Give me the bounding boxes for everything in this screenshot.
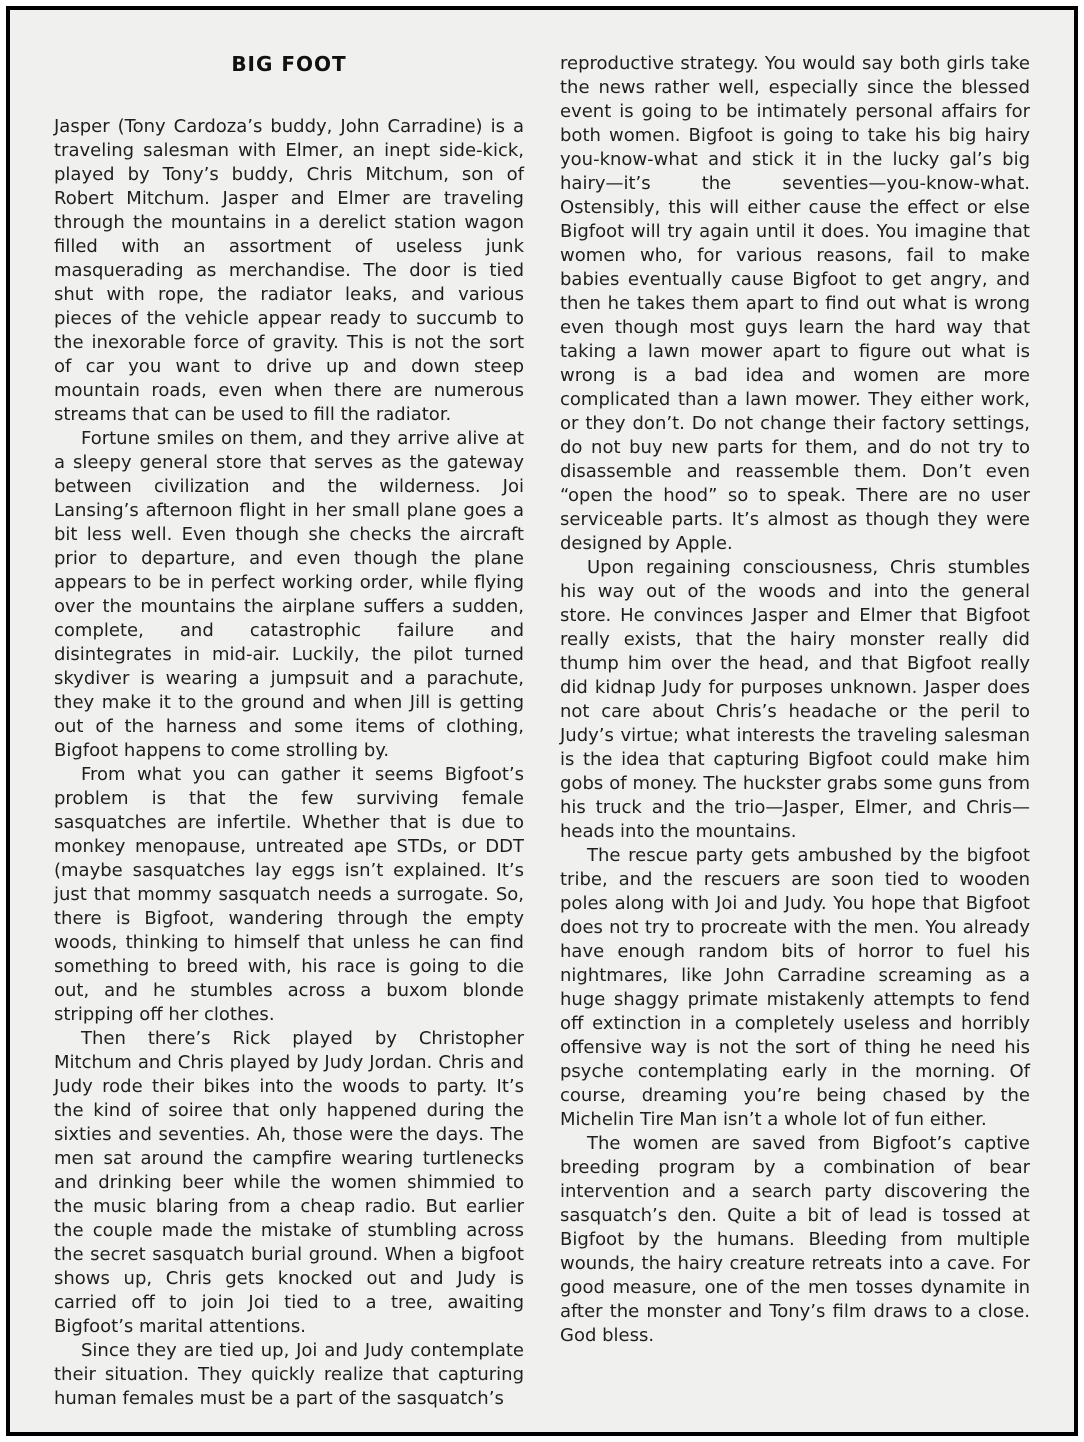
paragraph: The rescue party gets ambushed by the bigfoot tribe, and the rescuers are soon tied to wooden poles along with Joi and Judy. You hope that Bigfoot does not try to procreate with the men. You already have enough random bits of horror to fuel his nightmares, like John Carradine screaming as a huge shaggy primate mistakenly attempts to fend off extinction in a completely useless and horribly offensive way is not the sort of thing he need his psyche contemplating early in the morning. Of course, dreaming you’re being chased by the Michelin Tire Man isn’t a whole lot of fun either.: [560, 845, 1030, 1130]
paragraph: reproductive strategy. You would say both girls take the news rather well, especially since the blessed event is going to be intimately personal affairs for both women. Bigfoot is going to take his big hairy you-know-what and stick it in the lucky gal’s big hairy—it’s the seventies—you-know-what. Ostensibly, this will either cause the effect or else Bigfoot will try again until it does. You imagine that women who, for various reasons, fail to make babies eventually cause Bigfoot to get angry, and then he takes them apart to find out what is wrong even though most guys learn the hard way that taking a lawn mower apart to figure out what is wrong is a bad idea and women are more complicated than a lawn mower. They either work, or they don’t. Do not change their factory settings, do not buy new parts for them, and do not try to disassemble and reassemble them. Don’t even “open the hood” so to speak. There are no user serviceable parts. It’s almost as though they were designed by Apple.: [560, 53, 1030, 554]
paragraph: From what you can gather it seems Bigfoot’s problem is that the few surviving female sasquatches are infertile. Whether that is due to monkey menopause, untreated ape STDs, or DDT (maybe sasquatches lay eggs isn’t explained. It’s just that mommy sasquatch needs a surrogate. So, there is Bigfoot, wandering through the empty woods, thinking to himself that unless he can find something to breed with, his race is going to die out, and he stumbles across a buxom blonde stripping off her clothes.: [54, 764, 524, 1025]
paragraph: Upon regaining consciousness, Chris stumbles his way out of the woods and into the general store. He convinces Jasper and Elmer that Bigfoot really exists, that the hairy monster really did thump him over the head, and that Bigfoot really did kidnap Judy for purposes unknown. Jasper does not care about Chris’s headache or the peril to Judy’s virtue; what interests the traveling salesman is the idea that capturing Bigfoot could make him gobs of money. The huckster grabs some guns from his truck and the trio—Jasper, Elmer, and Chris—heads into the mountains.: [560, 557, 1030, 842]
right-column-text: [560, 52, 1030, 1348]
page-content: [10, 10, 1074, 1436]
paragraph: Then there’s Rick played by Christopher Mitchum and Chris played by Judy Jordan. Chris and Judy rode their bikes into the woods to party. It’s the kind of soiree that only happened during the sixties and seventies. Ah, those were the days. The men sat around the campfire wearing turtlenecks and drinking beer while the women shimmied to the music blaring from a cheap radio. But earlier the couple made the mistake of stumbling across the secret sasquatch burial ground. When a bigfoot shows up, Chris gets knocked out and Judy is carried off to join Joi tied to a tree, awaiting Bigfoot’s marital attentions.: [54, 1028, 524, 1337]
paragraph: Fortune smiles on them, and they arrive alive at a sleepy general store that serves as the gateway between civilization and the wilderness. Joi Lansing’s afternoon flight in her small plane goes a bit less well. Even though she checks the aircraft prior to departure, and even though the plane appears to be in perfect working order, while flying over the mountains the airplane suffers a sudden, complete, and catastrophic failure and disintegrates in mid-air. Luckily, the pilot turned skydiver is wearing a jumpsuit and a parachute, they make it to the ground and when Jill is getting out of the harness and some items of clothing, Bigfoot happens to come strolling by.: [54, 428, 524, 761]
page-frame: [6, 6, 1078, 1436]
paragraph: The women are saved from Bigfoot’s captive breeding program by a combination of bear intervention and a search party discovering the sasquatch’s den. Quite a bit of lead is tossed at Bigfoot by the humans. Bleeding from multiple wounds, the hairy creature retreats into a cave. For good measure, one of the men tosses dynamite in after the monster and Tony’s film draws to a close. God bless.: [560, 1133, 1030, 1346]
left-column: [54, 52, 524, 1411]
paragraph: Since they are tied up, Joi and Judy contemplate their situation. They quickly realize that capturing human females must be a part of the sasquatch’s: [54, 1340, 524, 1409]
left-column-text: [54, 115, 524, 1411]
paragraph: Jasper (Tony Cardoza’s buddy, John Carradine) is a traveling salesman with Elmer, an inept side-kick, played by Tony’s buddy, Chris Mitchum, son of Robert Mitchum. Jasper and Elmer are traveling through the mountains in a derelict station wagon filled with an assortment of useless junk masquerading as merchandise. The door is tied shut with rope, the radiator leaks, and various pieces of the vehicle appear ready to succumb to the inexorable force of gravity. This is not the sort of car you want to drive up and down steep mountain roads, even when there are numerous streams that can be used to fill the radiator.: [54, 116, 524, 425]
article-title: BIG FOOT: [231, 52, 347, 76]
right-column: [560, 52, 1030, 1411]
